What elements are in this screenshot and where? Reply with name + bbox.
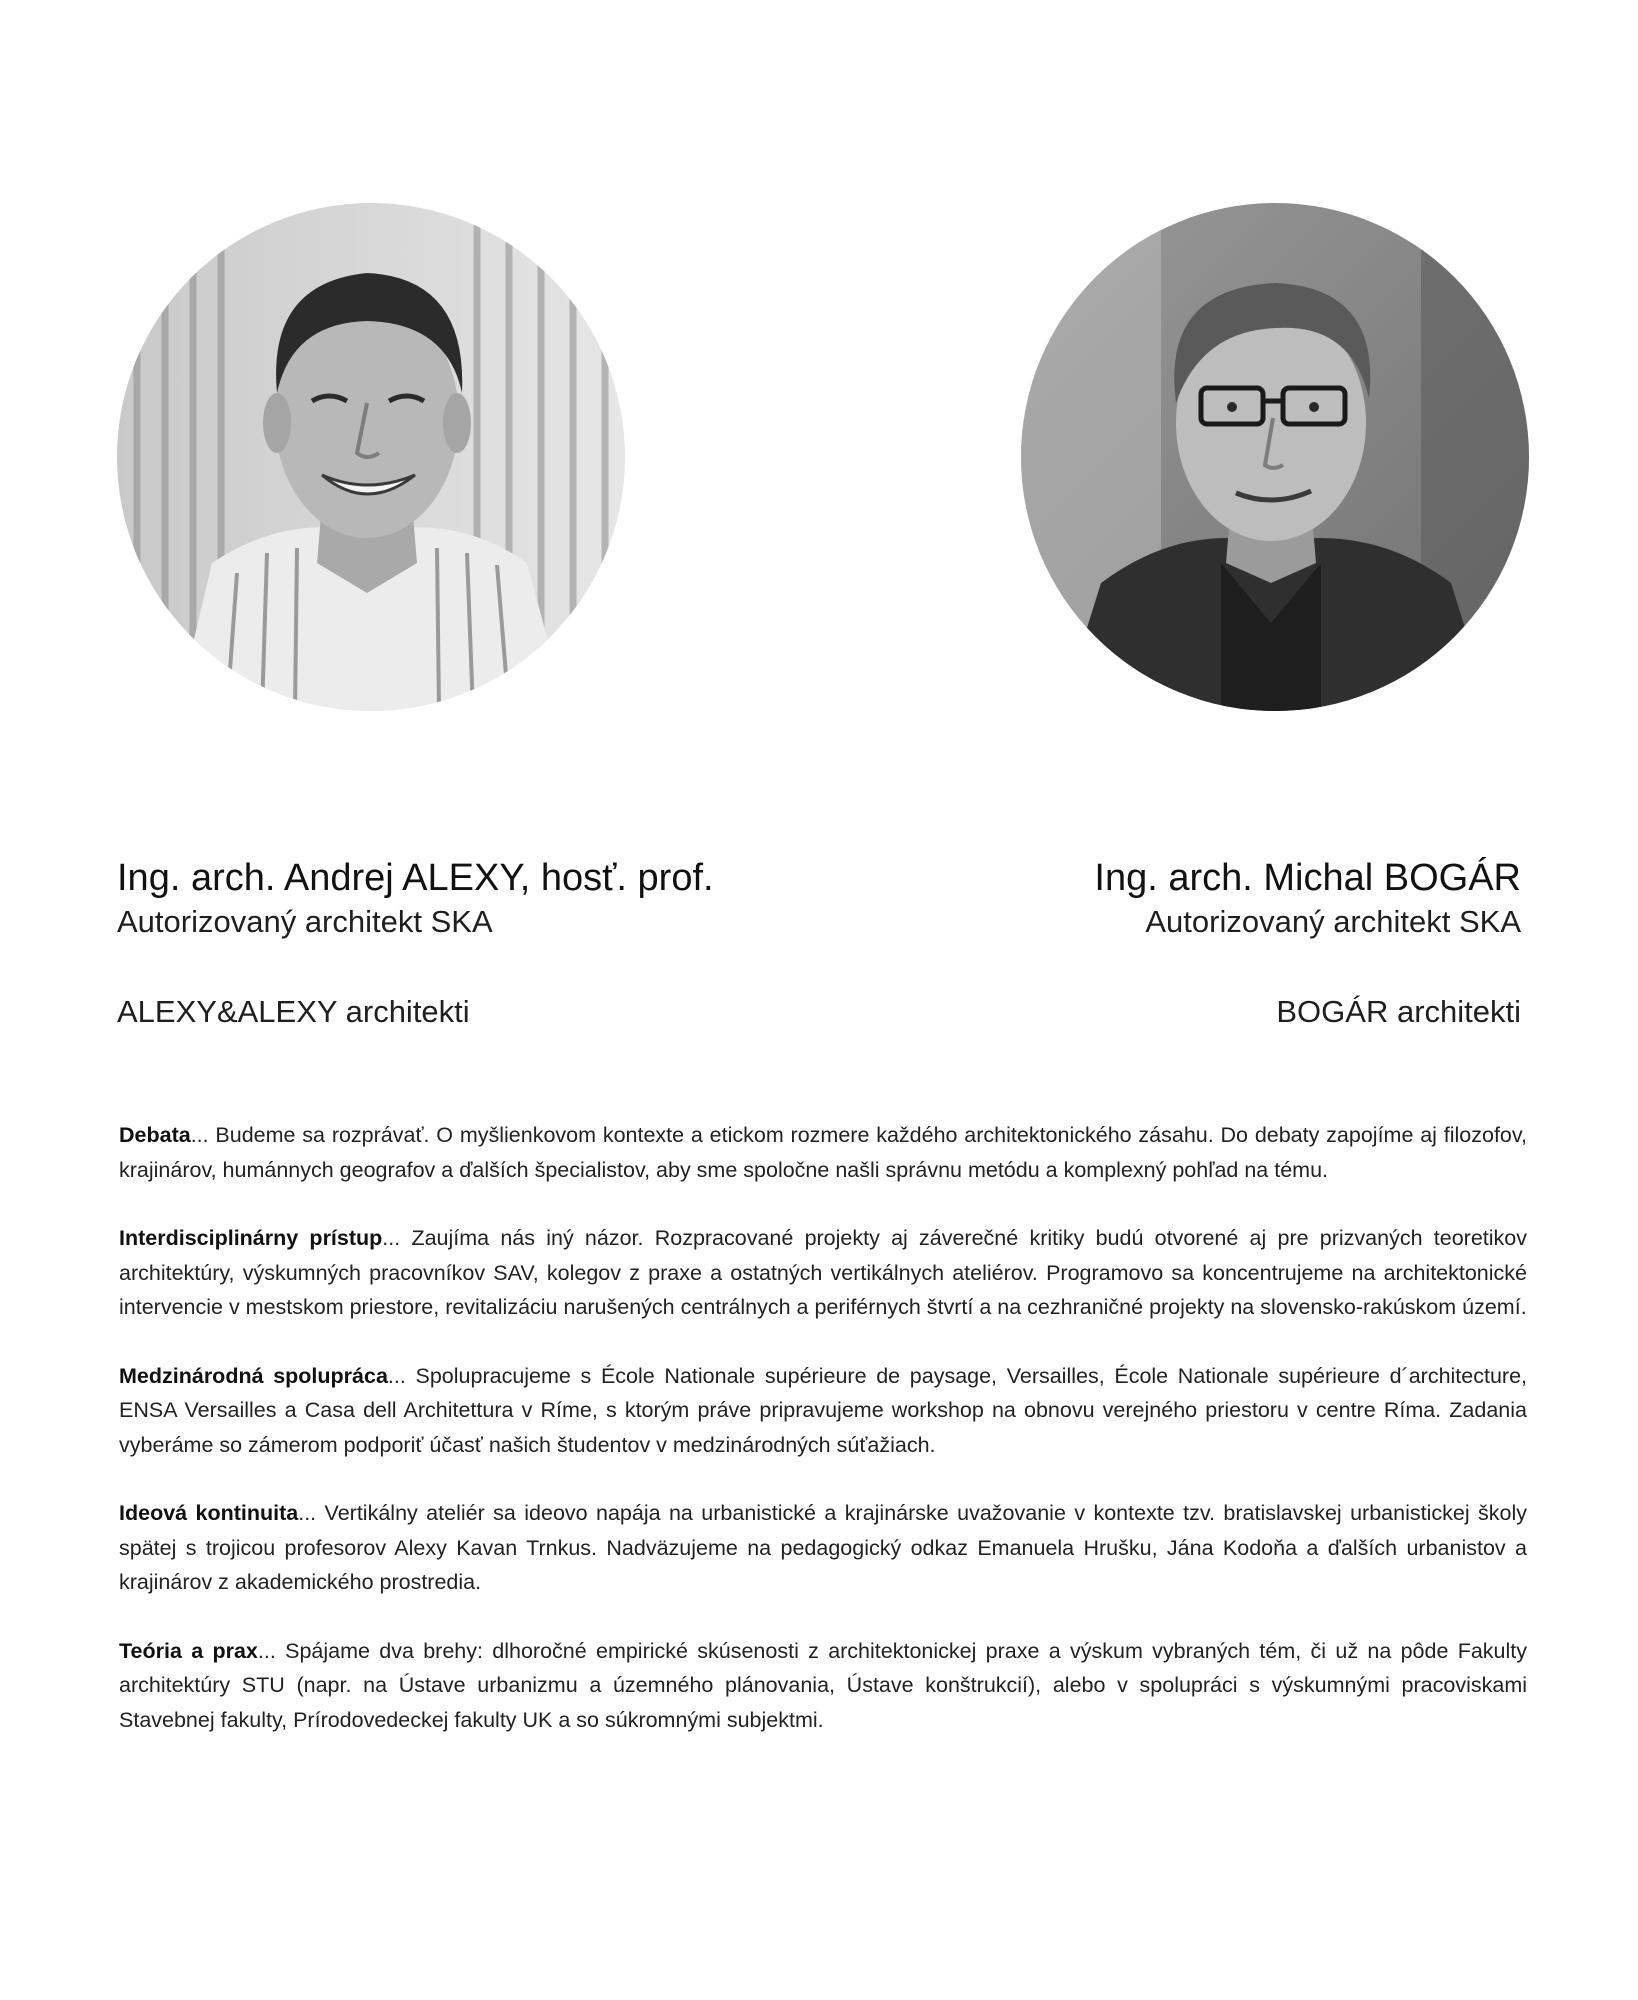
person-name: Ing. arch. Andrej ALEXY, hosť. prof. bbox=[117, 857, 714, 899]
person-role: Autorizovaný architekt SKA bbox=[117, 904, 493, 939]
section-interdisciplinarny-pristup bbox=[119, 1221, 1527, 1325]
section-text: ... Spolupracujeme s École Nationale supérieure de paysage, Versailles, École Nationale supérieure d´architecture, ENSA Versailles a Casa dell Architettura v Ríme, s ktorým práve pripravujeme workshop na obnovu verejného priestoru v centre Ríma. Zadania vyberáme so zámerom podporiť účasť našich študentov v medzinárodných súťažiach. bbox=[119, 1363, 1527, 1457]
person-role: Autorizovaný architekt SKA bbox=[1145, 904, 1521, 939]
person-firm: BOGÁR architekti bbox=[1276, 994, 1521, 1029]
portrait-andrej-alexy bbox=[117, 203, 625, 711]
person-firm: ALEXY&ALEXY architekti bbox=[117, 994, 470, 1029]
section-lead: Teória a prax bbox=[119, 1638, 258, 1663]
section-text: ... Spájame dva brehy: dlhoročné empirické skúsenosti z architektonickej praxe a výskum vybraných tém, či už na pôde Fakulty architektúry STU (napr. na Ústave urbanizmu a územného plánovania, Ústave konštrukcií), alebo v spolupráci s výskumnými pracoviskami Stavebnej fakulty, Prírodovedeckej fakulty UK a so súkromnými subjektmi. bbox=[119, 1638, 1527, 1732]
section-lead: Interdisciplinárny prístup bbox=[119, 1226, 383, 1250]
section-teoria-a-prax bbox=[119, 1634, 1527, 1738]
description-text bbox=[119, 1118, 1527, 1771]
section-text: ... Vertikálny ateliér sa ideovo napája na urbanistické a krajinárske uvažovanie v kontexte tzv. bratislavskej urbanistickej školy spätej s trojicou profesorov Alexy Kavan Trnkus. Nadväzujeme na pedagogický odkaz Emanuela Hrušku, Jána Kodoňa a ďalších urbanistov a krajinárov z akademického prostredia. bbox=[119, 1501, 1527, 1594]
section-debata bbox=[119, 1118, 1527, 1187]
section-medzinarodna-spolupraca bbox=[119, 1359, 1527, 1463]
section-ideova-kontinuita bbox=[119, 1496, 1527, 1600]
section-text: ... Zaujíma nás iný názor. Rozpracované projekty aj záverečné kritiky budú otvorené aj pre prizvaných teoretikov architektúry, výskumných pracovníkov SAV, kolegov z praxe a ostatných vertikálnych ateliérov. Programovo sa koncentrujeme na architektonické intervencie v mestskom priestore, revitalizáciu narušených centrálnych a periférnych štvrtí a na cezhraničné projekty na slovensko-rakúskom území. bbox=[119, 1226, 1527, 1319]
section-text: ... Budeme sa rozprávať. O myšlienkovom kontexte a etickom rozmere každého architektonického zásahu. Do debaty zapojíme aj filozofov, krajinárov, humánnych geografov a ďalších špecialistov, aby sme spoločne našli správnu metódu a komplexný pohľad na tému. bbox=[119, 1123, 1527, 1182]
section-lead: Ideová kontinuita bbox=[119, 1501, 299, 1525]
person-name: Ing. arch. Michal BOGÁR bbox=[1094, 857, 1521, 899]
section-lead: Medzinárodná spolupráca bbox=[119, 1363, 388, 1388]
portrait-alexy-image bbox=[117, 203, 625, 711]
person-info-bogar bbox=[801, 854, 1521, 1032]
portrait-michal-bogar bbox=[1021, 203, 1529, 711]
portrait-bogar-image bbox=[1021, 203, 1529, 711]
person-info-alexy bbox=[117, 854, 837, 1032]
section-lead: Debata bbox=[119, 1123, 191, 1147]
